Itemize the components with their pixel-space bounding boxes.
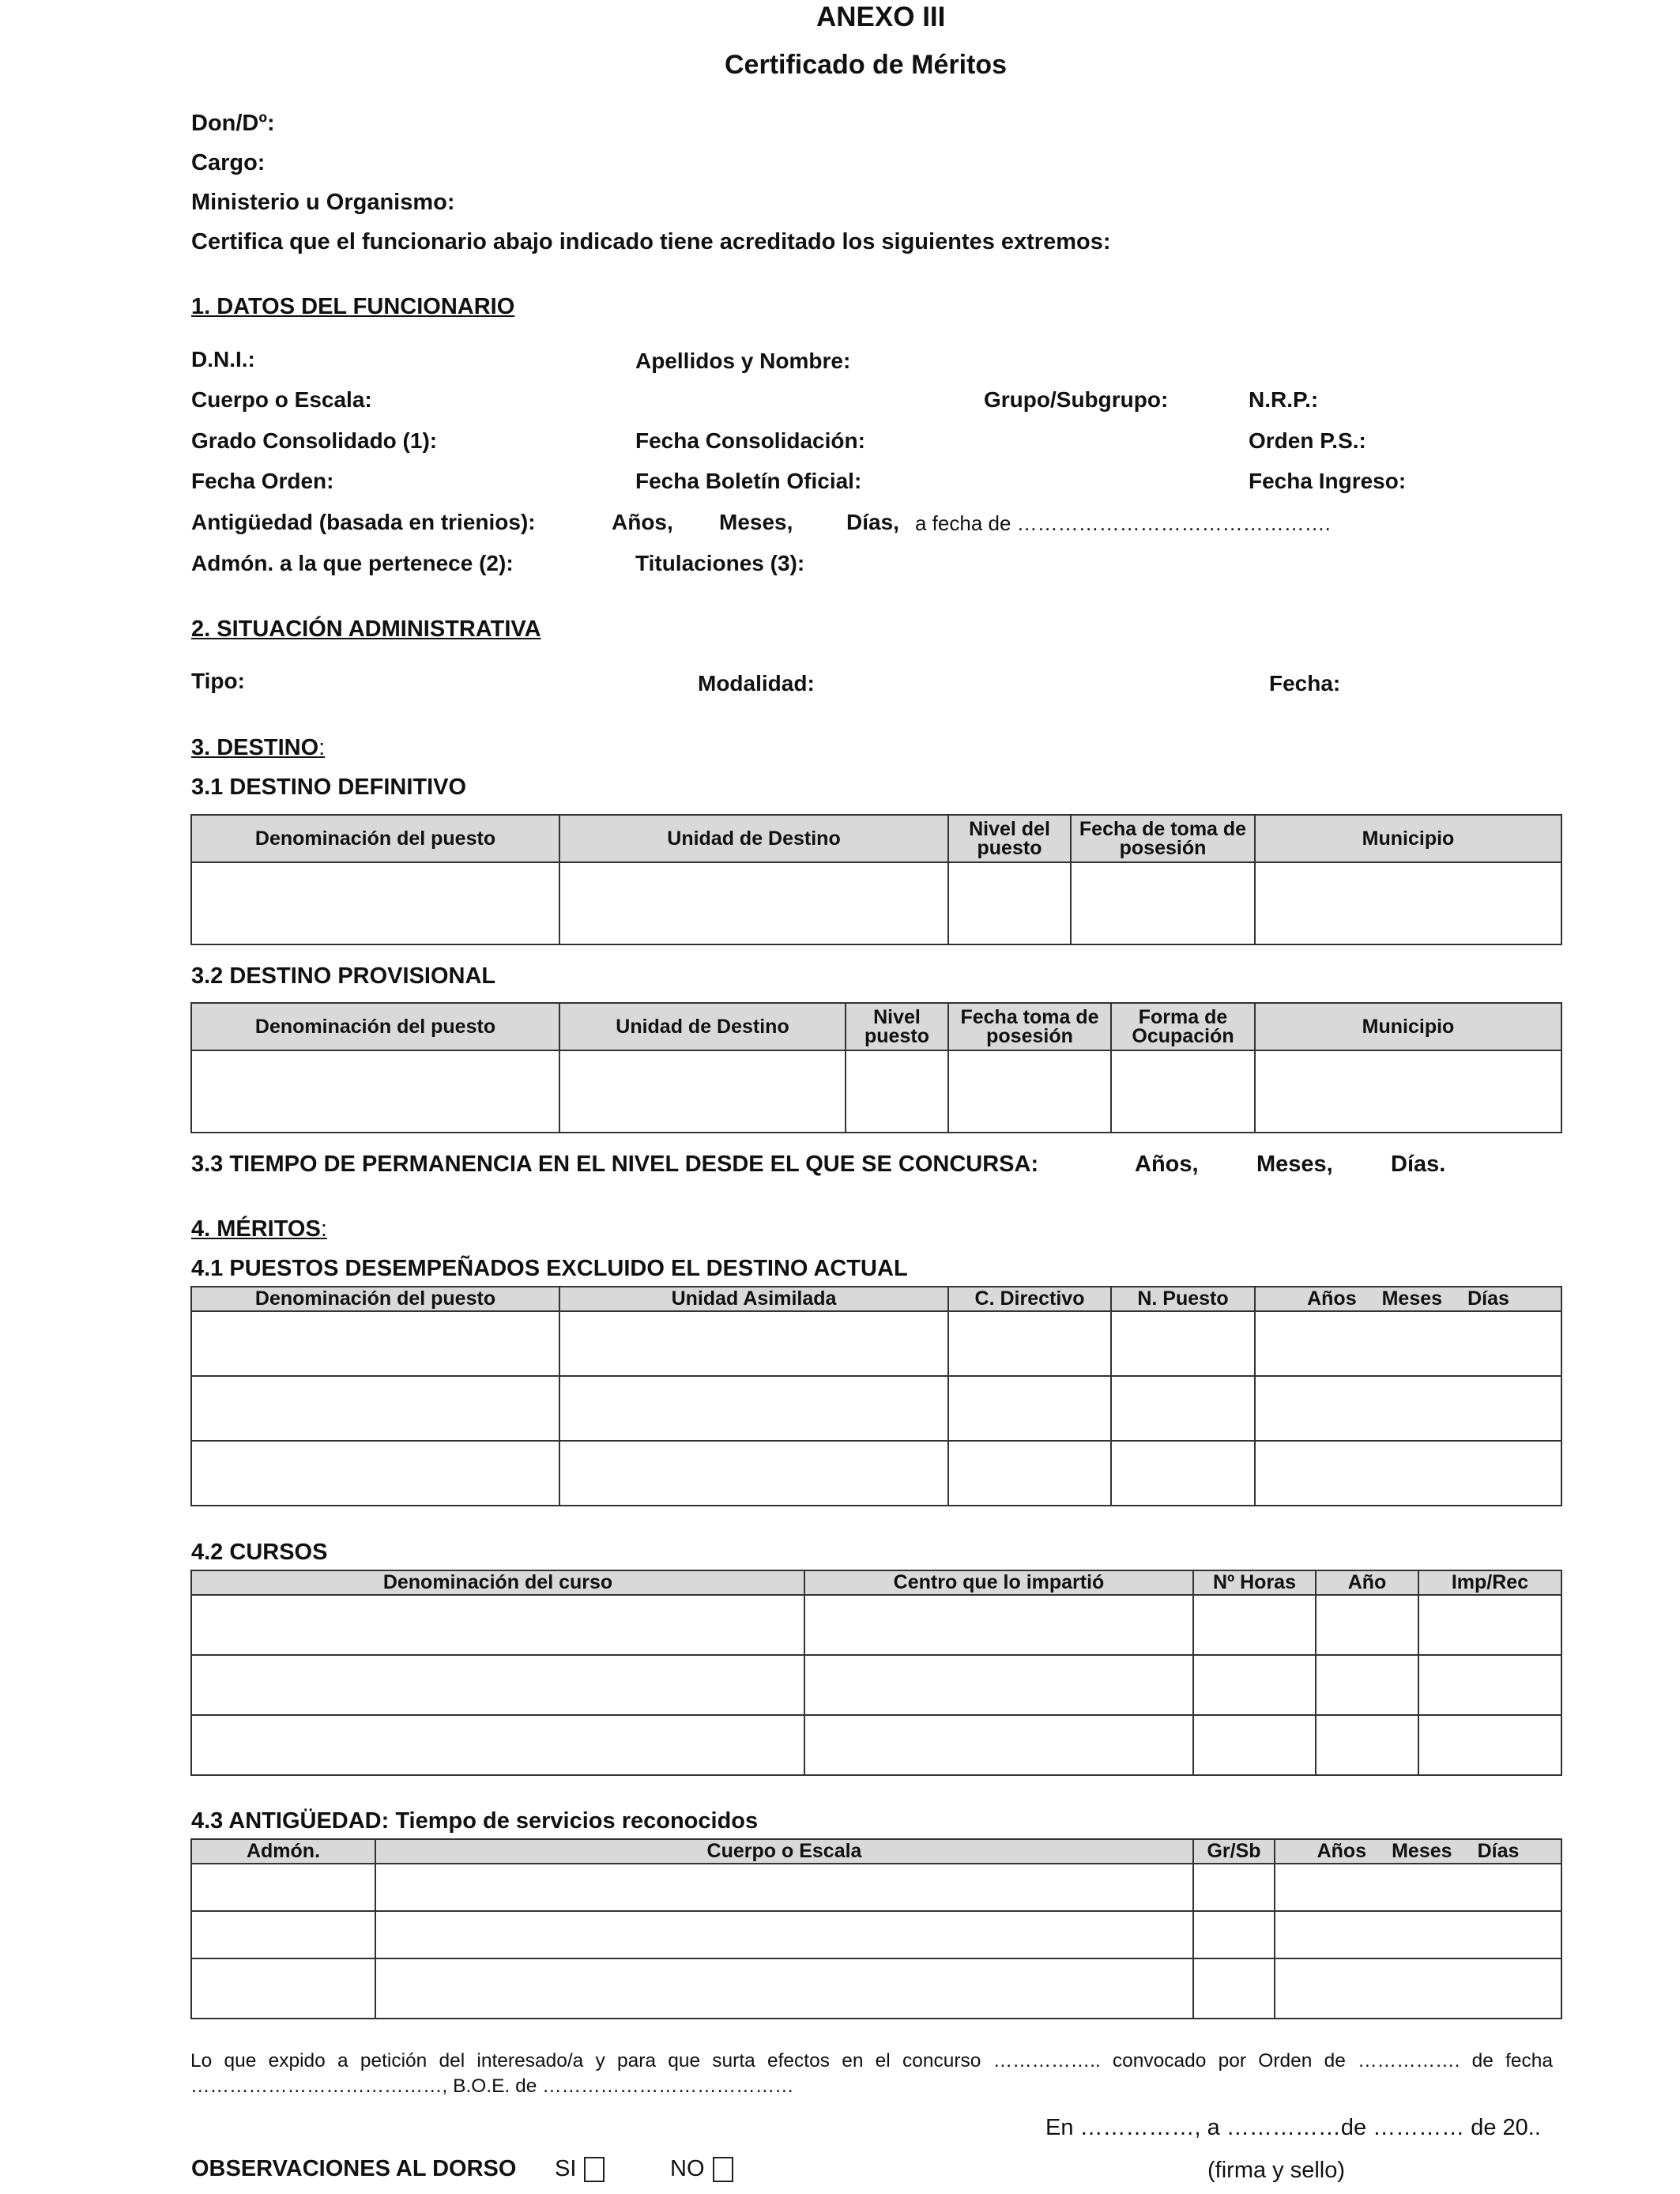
header-tiempo: [1255, 1287, 1561, 1311]
destino-definitivo-table: [190, 814, 1562, 945]
table-cell[interactable]: [1071, 862, 1255, 944]
apellidos-label: Apellidos y Nombre:: [635, 349, 851, 373]
no-checkbox[interactable]: [713, 2157, 733, 2182]
table-cell[interactable]: [1275, 1911, 1561, 1958]
table-cell[interactable]: [804, 1655, 1193, 1715]
header-meses: Meses: [1381, 1287, 1443, 1310]
puestos-title: 4.1 PUESTOS DESEMPEÑADOS EXCLUIDO EL DESTINO ACTUAL: [191, 1256, 908, 1281]
fecha-label: Fecha:: [1269, 671, 1341, 696]
cursos-table: [190, 1570, 1562, 1776]
table-cell[interactable]: [191, 862, 559, 944]
titulaciones-label: Titulaciones (3):: [635, 551, 805, 575]
table-cell[interactable]: [1418, 1655, 1561, 1715]
table-cell[interactable]: [191, 1595, 804, 1655]
fecha-boletin-label: Fecha Boletín Oficial:: [635, 469, 862, 493]
admon-label: Admón. a la que pertenece (2):: [191, 551, 514, 575]
section3-heading: 3. DESTINO:: [191, 735, 326, 760]
permanencia-title: 3.3 TIEMPO DE PERMANENCIA EN EL NIVEL DESDE EL QUE SE CONCURSA:: [191, 1152, 1039, 1177]
permanencia-meses: Meses,: [1256, 1152, 1333, 1177]
fecha-consolidacion-label: Fecha Consolidación:: [635, 428, 865, 453]
antiguedad-label: Antigüedad (basada en trienios):: [191, 510, 536, 534]
section2-heading: 2. SITUACIÓN ADMINISTRATIVA: [191, 616, 541, 642]
antiguedad-anos: Años,: [612, 510, 673, 534]
permanencia-dias: Días.: [1391, 1152, 1446, 1177]
header-forma-ocupacion: Forma de Ocupación: [1111, 1003, 1255, 1050]
table-cell[interactable]: [375, 1958, 1193, 2019]
table-cell[interactable]: [1111, 1441, 1255, 1506]
table-cell[interactable]: [1418, 1595, 1561, 1655]
table-cell[interactable]: [375, 1911, 1193, 1958]
table-cell[interactable]: [1193, 1864, 1275, 1911]
table-cell[interactable]: [804, 1595, 1193, 1655]
antiguedad-table: [190, 1838, 1562, 2019]
header-fecha-toma: Fecha toma de posesión: [948, 1003, 1111, 1050]
no-label: NO: [670, 2156, 705, 2181]
header-unidad: Unidad de Destino: [559, 1003, 846, 1050]
table-cell[interactable]: [559, 862, 948, 944]
table-cell[interactable]: [1275, 1864, 1561, 1911]
destino-provisional-title: 3.2 DESTINO PROVISIONAL: [191, 963, 496, 989]
header-admon: Admón.: [191, 1839, 375, 1864]
si-option[interactable]: [555, 2156, 605, 2182]
header-nivel: Nivel del puesto: [948, 815, 1071, 862]
header-n-puesto: N. Puesto: [1111, 1287, 1255, 1311]
table-cell[interactable]: [1418, 1715, 1561, 1775]
table-cell[interactable]: [1111, 1050, 1255, 1133]
header-cuerpo: Cuerpo o Escala: [375, 1839, 1193, 1864]
header-horas: Nº Horas: [1193, 1570, 1316, 1595]
table-cell[interactable]: [191, 1050, 559, 1133]
table-cell[interactable]: [1193, 1715, 1316, 1775]
header-denominacion: Denominación del puesto: [191, 1287, 559, 1311]
table-cell[interactable]: [948, 1050, 1111, 1133]
table-cell[interactable]: [948, 1376, 1111, 1441]
modalidad-label: Modalidad:: [698, 671, 815, 696]
header-fecha-toma: Fecha de toma de posesión: [1071, 815, 1255, 862]
en-fecha-line: En ……………, a ……………de ………… de 20..: [1045, 2115, 1541, 2140]
header-unidad: Unidad de Destino: [559, 815, 948, 862]
table-cell[interactable]: [559, 1050, 846, 1133]
cursos-title: 4.2 CURSOS: [191, 1540, 328, 1565]
table-cell[interactable]: [1316, 1715, 1418, 1775]
table-cell[interactable]: [1193, 1655, 1316, 1715]
table-cell[interactable]: [191, 1311, 559, 1376]
ministerio-label: Ministerio u Organismo:: [191, 190, 455, 215]
table-cell[interactable]: [559, 1376, 948, 1441]
a-fecha-de: a fecha de ……………………………………….: [915, 511, 1331, 535]
header-imp-rec: Imp/Rec: [1418, 1570, 1561, 1595]
header-denominacion-curso: Denominación del curso: [191, 1570, 804, 1595]
table-cell[interactable]: [1111, 1376, 1255, 1441]
don-label: Don/Dº:: [191, 111, 275, 136]
section1-heading: 1. DATOS DEL FUNCIONARIO: [191, 294, 515, 319]
antiguedad-meses: Meses,: [719, 510, 793, 534]
table-cell[interactable]: [846, 1050, 948, 1133]
section4-heading: 4. MÉRITOS:: [191, 1216, 327, 1242]
cargo-label: Cargo:: [191, 150, 266, 175]
fecha-orden-label: Fecha Orden:: [191, 469, 334, 493]
table-cell[interactable]: [191, 1655, 804, 1715]
table-cell[interactable]: [191, 1715, 804, 1775]
header-denominacion: Denominación del puesto: [191, 1003, 559, 1050]
table-cell[interactable]: [804, 1715, 1193, 1775]
fecha-ingreso-label: Fecha Ingreso:: [1249, 469, 1407, 493]
header-municipio: Municipio: [1255, 815, 1561, 862]
header-dias: Días: [1477, 1840, 1520, 1862]
table-cell[interactable]: [1255, 1050, 1561, 1133]
permanencia-anos: Años,: [1135, 1152, 1199, 1177]
table-cell[interactable]: [1193, 1595, 1316, 1655]
annex-label: ANEXO III: [816, 2, 946, 32]
header-dias: Días: [1467, 1287, 1509, 1310]
puestos-table: [190, 1286, 1562, 1506]
table-cell[interactable]: [191, 1911, 375, 1958]
header-anos: Años: [1317, 1840, 1367, 1862]
antiguedad-title: 4.3 ANTIGÜEDAD: Tiempo de servicios reconocidos: [191, 1808, 759, 1834]
header-denominacion: Denominación del puesto: [191, 815, 559, 862]
table-cell[interactable]: [948, 1311, 1111, 1376]
header-c-directivo: C. Directivo: [948, 1287, 1111, 1311]
no-option[interactable]: [670, 2156, 733, 2182]
dni-label: D.N.I.:: [191, 347, 255, 371]
si-label: SI: [555, 2156, 577, 2181]
header-anos: Años: [1307, 1287, 1357, 1310]
table-cell[interactable]: [191, 1376, 559, 1441]
header-ano: Año: [1316, 1570, 1418, 1595]
certifica-text: Certifica que el funcionario abajo indicado tiene acreditado los siguientes extremos:: [191, 229, 1111, 254]
tipo-label: Tipo:: [191, 669, 245, 693]
grupo-label: Grupo/Subgrupo:: [984, 387, 1169, 412]
destino-provisional-table: [190, 1002, 1562, 1133]
header-gr-sb: Gr/Sb: [1193, 1839, 1275, 1864]
table-cell[interactable]: [1255, 1441, 1561, 1506]
header-nivel: Nivel puesto: [846, 1003, 948, 1050]
header-unidad-asimilada: Unidad Asimilada: [559, 1287, 948, 1311]
table-cell[interactable]: [1316, 1595, 1418, 1655]
nrp-label: N.R.P.:: [1249, 387, 1319, 412]
table-cell[interactable]: [1193, 1958, 1275, 2019]
header-tiempo: [1275, 1839, 1561, 1864]
header-meses: Meses: [1392, 1840, 1452, 1862]
header-centro: Centro que lo impartió: [804, 1570, 1193, 1595]
page-title: Certificado de Méritos: [725, 50, 1008, 80]
grado-label: Grado Consolidado (1):: [191, 428, 438, 453]
table-cell[interactable]: [191, 1864, 375, 1911]
table-cell[interactable]: [559, 1311, 948, 1376]
table-cell[interactable]: [191, 1958, 375, 2019]
orden-ps-label: Orden P.S.:: [1249, 428, 1366, 453]
firma-sello: (firma y sello): [1207, 2158, 1346, 2183]
table-cell[interactable]: [1255, 862, 1561, 944]
table-cell[interactable]: [948, 862, 1071, 944]
destino-definitivo-title: 3.1 DESTINO DEFINITIVO: [191, 775, 467, 800]
table-cell[interactable]: [1316, 1655, 1418, 1715]
table-cell[interactable]: [1255, 1311, 1561, 1376]
antiguedad-dias: Días,: [846, 510, 899, 534]
table-cell[interactable]: [948, 1441, 1111, 1506]
table-cell[interactable]: [1255, 1376, 1561, 1441]
expido-paragraph: Lo que expido a petición del interesado/a y para que surta efectos en el concurso …………….. convocado por Orden de ……………. de fecha …………………………………, B.O.E. de …………………………………: [190, 2050, 1553, 2097]
cuerpo-label: Cuerpo o Escala:: [191, 387, 372, 412]
table-cell[interactable]: [1111, 1311, 1255, 1376]
header-municipio: Municipio: [1255, 1003, 1561, 1050]
table-cell[interactable]: [1193, 1911, 1275, 1958]
table-cell[interactable]: [559, 1441, 948, 1506]
si-checkbox[interactable]: [584, 2157, 605, 2182]
table-cell[interactable]: [191, 1441, 559, 1506]
table-cell[interactable]: [1275, 1958, 1561, 2019]
observaciones-label: OBSERVACIONES AL DORSO: [191, 2156, 517, 2181]
table-cell[interactable]: [375, 1864, 1193, 1911]
